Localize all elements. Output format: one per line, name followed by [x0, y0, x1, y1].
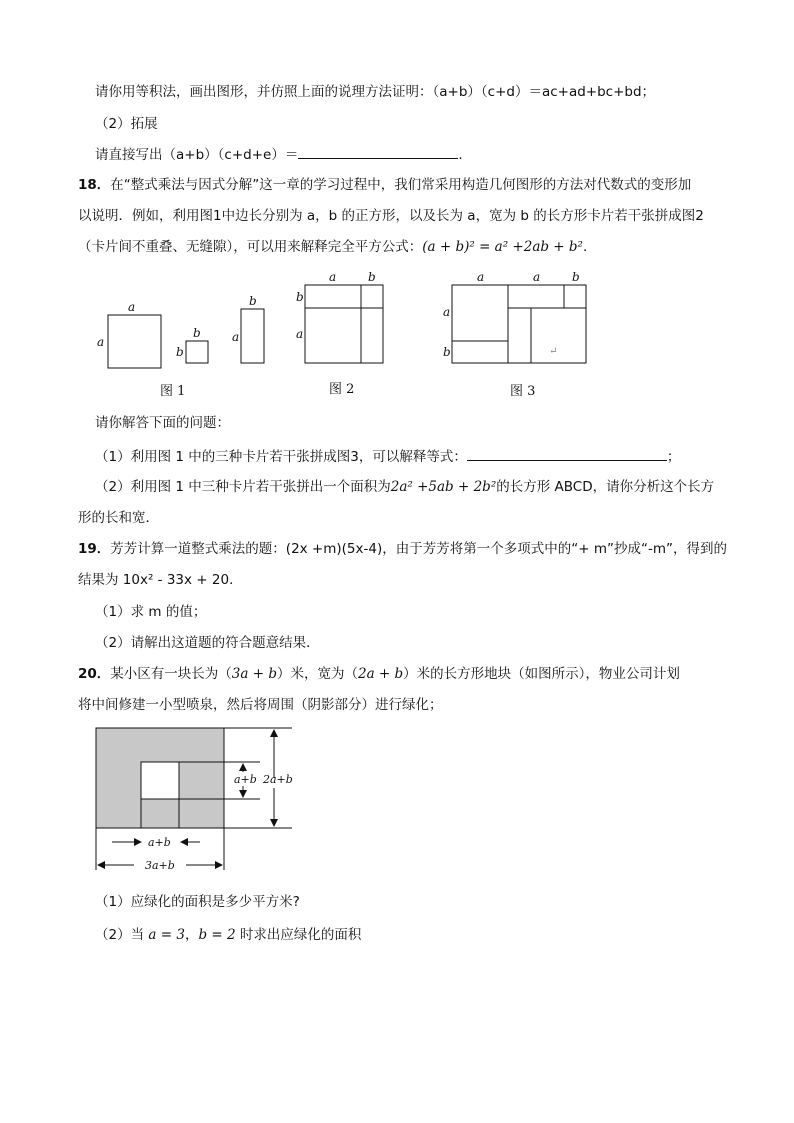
q19-number: 19． — [78, 541, 111, 557]
top-line-3 — [95, 144, 463, 165]
q20-sub2 — [95, 925, 361, 945]
q18-sub2 — [95, 477, 714, 497]
q18-text-1: 在“整式乘法与因式分解”这一章的学习过程中，我们常采用构造几何图形的方法对代数式的变形加 — [110, 177, 692, 193]
fig1-caption: 图 1 — [160, 384, 186, 399]
q19-text-1: 芳芳计算一道整式乘法的题：(2x +m)(5x-4)，由于芳芳将第一个多项式中的“+ m”抄成“-m”，得到的 — [110, 541, 727, 557]
fig3-label-a-1: a — [477, 270, 485, 284]
q18-number: 18． — [78, 177, 111, 193]
fig2-label-a-left: a — [296, 327, 304, 341]
fig2-caption: 图 2 — [329, 382, 355, 397]
fig1-rect-label-b: b — [249, 294, 257, 308]
answer-blank — [298, 144, 458, 159]
q20-sub2-a-value: a = 3 — [148, 927, 185, 943]
top-line-2: （2）拓展 — [95, 116, 158, 132]
q19-line-2: 结果为 10x² - 33x + 20． — [78, 572, 243, 588]
fig3-label-b-left: b — [443, 345, 451, 359]
q19-sub2: （2）请解出这道题的符合题意结果． — [95, 635, 320, 651]
q20-line-2: 将中间修建一小型喷泉，然后将周围（阴影部分）进行绿化； — [78, 697, 443, 713]
q18-line-2: 以说明．例如，利用图1中边长分别为 a，b 的正方形，以及长为 a，宽为 b 的长方形卡片若干张拼成图2 — [78, 208, 704, 224]
fig1-label-a-top: a — [128, 300, 136, 314]
q19-line-1 — [78, 539, 727, 559]
q18-line-1 — [78, 175, 691, 195]
fountain-area — [141, 762, 179, 799]
q18-prompt: 请你解答下面的问题： — [95, 415, 230, 431]
q20-sub2-a: （2）当 — [95, 927, 145, 943]
q18-sub2-formula: 2a² +5ab + 2b² — [390, 479, 497, 495]
fig3-label-a-2: a — [533, 270, 541, 284]
inner-width-label: a+b — [148, 836, 171, 849]
q18-sub1-blank — [467, 446, 667, 461]
q20-figure — [0, 720, 320, 880]
fig2-label-a-top: a — [329, 270, 337, 284]
q18-formula: (a + b)² = a² +2ab + b² — [422, 239, 583, 255]
fig1-square-a — [108, 315, 161, 368]
q20-text-b: ）米，宽为（ — [276, 666, 358, 682]
q18-sub1 — [95, 446, 680, 467]
q19-sub1: （1）求 m 的值； — [95, 604, 207, 620]
fig1-rectangle-ab — [241, 309, 264, 363]
q20-line-1 — [78, 664, 680, 684]
q20-sub2-b: 时求出应绿化的面积 — [239, 927, 362, 943]
fig3-label-a-left: a — [443, 305, 451, 319]
q20-number: 20． — [78, 666, 111, 682]
fig1-label-b-top: b — [193, 326, 201, 340]
fig1-label-a-left: a — [97, 335, 105, 349]
fig1-square-b — [186, 341, 208, 363]
q20-sub2-sep: ， — [184, 927, 199, 943]
fig2-label-b-left: b — [296, 290, 304, 304]
fig3-label-b-top: b — [572, 270, 580, 284]
top-line-1: 请你用等积法，画出图形，并仿照上面的说理方法证明：（a+b）（c+d）＝ac+ad+bc+bd； — [95, 84, 656, 100]
fig3-rectangle — [452, 285, 586, 363]
top-line-3-prefix: 请直接写出（a+b）（c+d+e）＝ — [95, 147, 299, 163]
q18-sub1-end: ； — [666, 449, 681, 465]
q18-text-3: （卡片间不重叠、无缝隙），可以用来解释完全平方公式： — [78, 239, 423, 255]
q20-sub2-b-value: b = 2 — [198, 927, 236, 943]
q18-figures — [0, 265, 620, 405]
q18-sub2-suffix: 的长方形 ABCD，请你分析这个长方 — [496, 479, 715, 495]
q18-sub2-line-2: 形的长和宽． — [78, 510, 159, 526]
fig2-label-b-top: b — [368, 270, 376, 284]
outer-height-label: 2a+b — [263, 773, 293, 786]
q20-length-expr: 3a + b — [231, 666, 277, 682]
q18-sub1-text: （1）利用图 1 中的三种卡片若干张拼成图3，可以解释等式： — [95, 449, 467, 465]
inner-height-label: a+b — [234, 773, 257, 786]
fig1-rect-label-a: a — [232, 330, 240, 344]
q18-sub2-text: （2）利用图 1 中三种卡片若干张拼出一个面积为 — [95, 479, 391, 495]
q18-line-3 — [78, 237, 587, 257]
fig2-square — [305, 285, 383, 363]
q20-text-a: 某小区有一块长为（ — [110, 666, 232, 682]
fig1-label-b-left: b — [176, 345, 184, 359]
fig3-caption: 图 3 — [510, 384, 536, 399]
q20-width-expr: 2a + b — [357, 666, 404, 682]
q18-text-3-end: . — [582, 239, 588, 255]
q20-text-c: ）米的长方形地块（如图所示），物业公司计划 — [403, 666, 680, 682]
q20-sub1: （1）应绿化的面积是多少平方米? — [95, 894, 300, 910]
return-mark: ↵ — [549, 346, 558, 357]
outer-width-label: 3a+b — [145, 859, 175, 872]
top-line-3-end: . — [458, 147, 463, 163]
